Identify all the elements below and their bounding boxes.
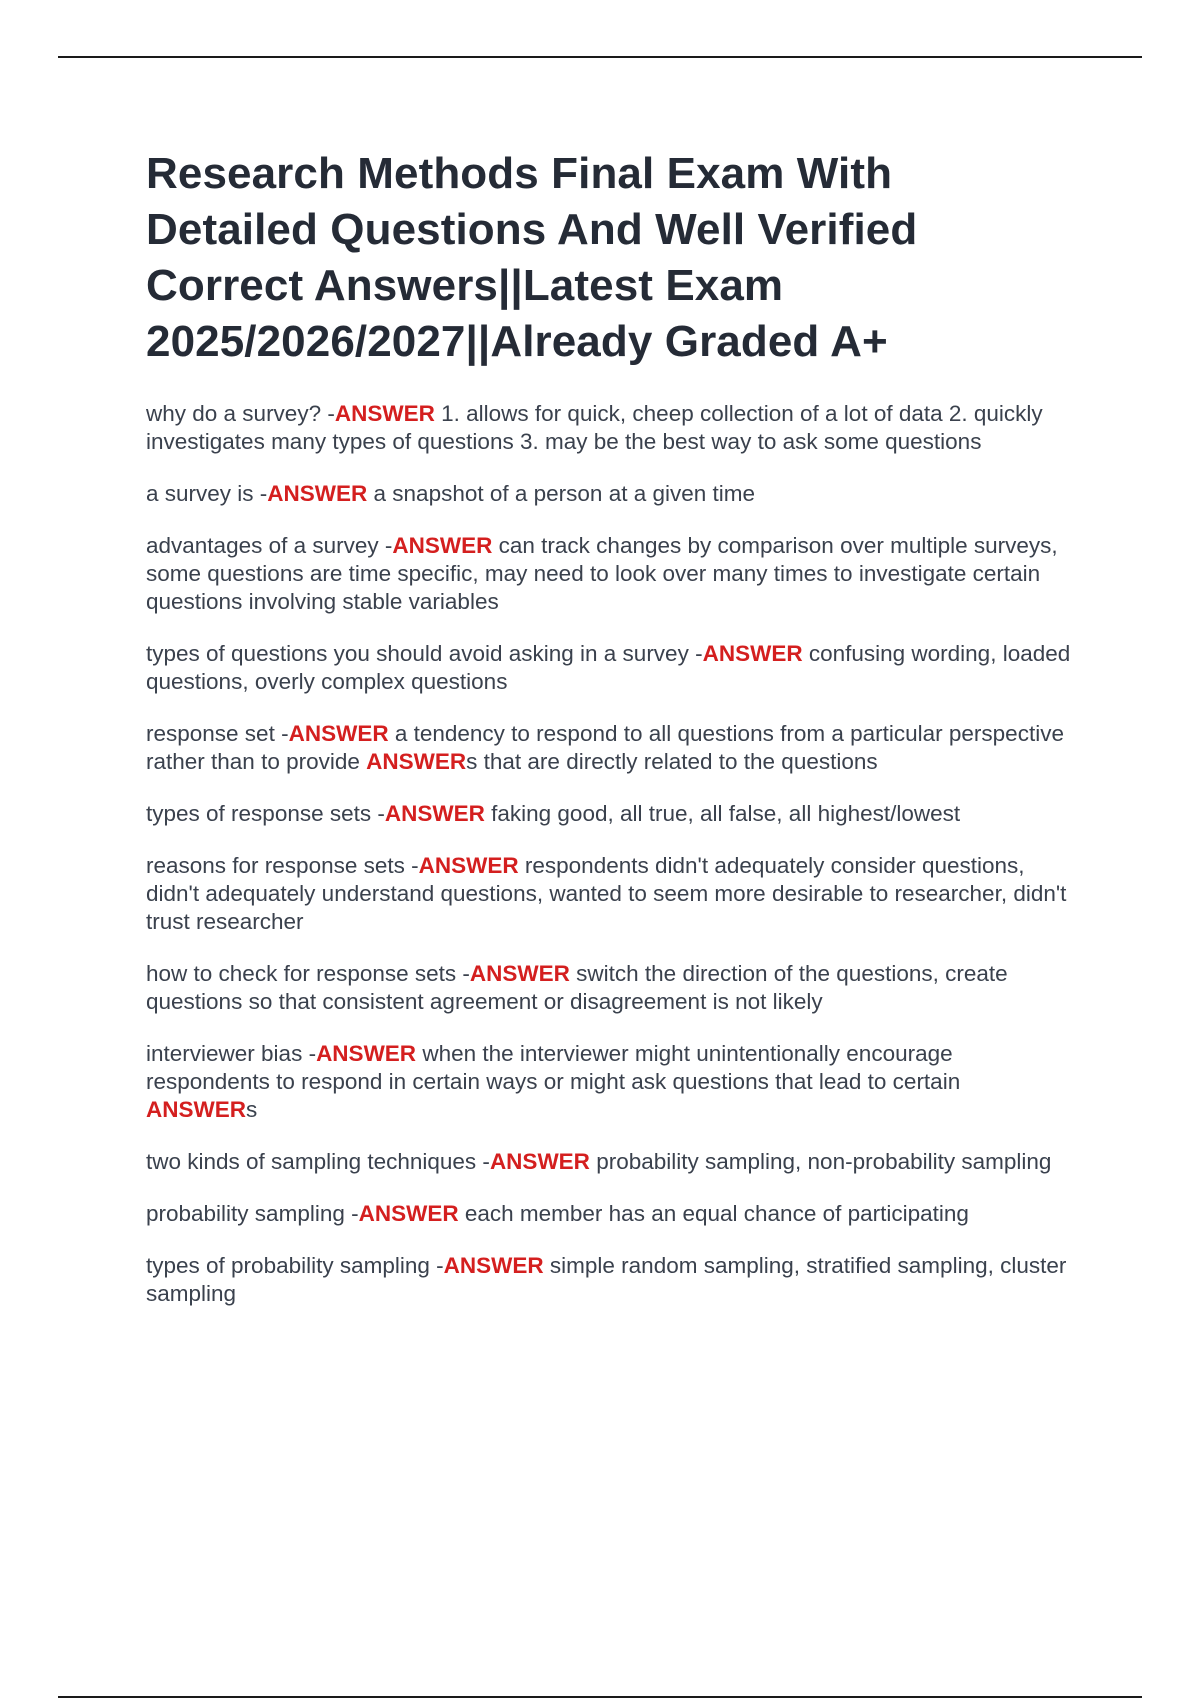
answer-label: ANSWER <box>489 1149 590 1174</box>
qa-text: s <box>246 1097 258 1122</box>
qa-list <box>146 400 1076 1308</box>
qa-text: probability sampling, non-probability sampling <box>589 1149 1052 1174</box>
qa-text: types of questions you should avoid asking in a survey - <box>146 641 703 666</box>
qa-item <box>146 532 1076 616</box>
qa-item <box>146 852 1076 936</box>
answer-label: ANSWER <box>392 533 493 558</box>
bottom-rule <box>58 1696 1142 1698</box>
qa-text: when the interviewer might unintentionally encourage respondents to respond in certain ways or might ask questions that lead to certain <box>146 1041 961 1094</box>
qa-text: why do a survey? - <box>146 401 335 426</box>
qa-text: simple random sampling, stratified sampling, cluster sampling <box>146 1253 1067 1306</box>
qa-text: types of response sets - <box>146 801 385 826</box>
qa-item <box>146 1252 1076 1308</box>
qa-text: types of probability sampling - <box>146 1253 444 1278</box>
qa-item <box>146 640 1076 696</box>
qa-text: advantages of a survey - <box>146 533 393 558</box>
answer-label: ANSWER <box>334 401 435 426</box>
answer-label: ANSWER <box>358 1201 459 1226</box>
qa-item <box>146 400 1076 456</box>
qa-text: response set - <box>146 721 289 746</box>
qa-text: how to check for response sets - <box>146 961 470 986</box>
qa-text: a tendency to respond to all questions from a particular perspective rather than to provide <box>146 721 1064 774</box>
qa-item <box>146 800 1076 828</box>
qa-text: faking good, all true, all false, all highest/lowest <box>484 801 961 826</box>
answer-label: ANSWER <box>366 749 467 774</box>
qa-text: a survey is - <box>146 481 268 506</box>
qa-item <box>146 1200 1076 1228</box>
qa-text: a snapshot of a person at a given time <box>367 481 756 506</box>
qa-item <box>146 1040 1076 1124</box>
document-title: Research Methods Final Exam With Detailed Questions And Well Verified Correct Answers||Latest Exam 2025/2026/2027||Already Graded A+ <box>146 149 918 366</box>
qa-text: reasons for response sets - <box>146 853 419 878</box>
qa-text: respondents didn't adequately consider questions, didn't adequately understand questions, wanted to seem more desirable to researcher, didn't trust researcher <box>146 853 1067 934</box>
qa-item <box>146 480 1076 508</box>
answer-label: ANSWER <box>316 1041 417 1066</box>
answer-label: ANSWER <box>384 801 485 826</box>
qa-item <box>146 1148 1076 1176</box>
answer-label: ANSWER <box>146 1097 246 1122</box>
qa-item <box>146 720 1076 776</box>
answer-label: ANSWER <box>267 481 368 506</box>
answer-label: ANSWER <box>418 853 519 878</box>
answer-label: ANSWER <box>469 961 570 986</box>
qa-text: each member has an equal chance of participating <box>458 1201 969 1226</box>
qa-text: two kinds of sampling techniques - <box>146 1149 490 1174</box>
top-rule <box>58 56 1142 58</box>
qa-text: 1. allows for quick, cheep collection of a lot of data 2. quickly investigates many types of questions 3. may be the best way to ask some questions <box>146 401 1043 454</box>
answer-label: ANSWER <box>702 641 803 666</box>
qa-text: confusing wording, loaded questions, overly complex questions <box>146 641 1071 694</box>
qa-text: s that are directly related to the questions <box>466 749 878 774</box>
qa-text: interviewer bias - <box>146 1041 317 1066</box>
answer-label: ANSWER <box>288 721 389 746</box>
qa-text: switch the direction of the questions, create questions so that consistent agreement or disagreement is not likely <box>146 961 1008 1014</box>
qa-item <box>146 960 1076 1016</box>
qa-text: probability sampling - <box>146 1201 359 1226</box>
answer-label: ANSWER <box>443 1253 544 1278</box>
qa-text: can track changes by comparison over multiple surveys, some questions are time specific, may need to look over many times to investigate certain questions involving stable variables <box>146 533 1058 614</box>
document-body <box>146 146 1076 1332</box>
